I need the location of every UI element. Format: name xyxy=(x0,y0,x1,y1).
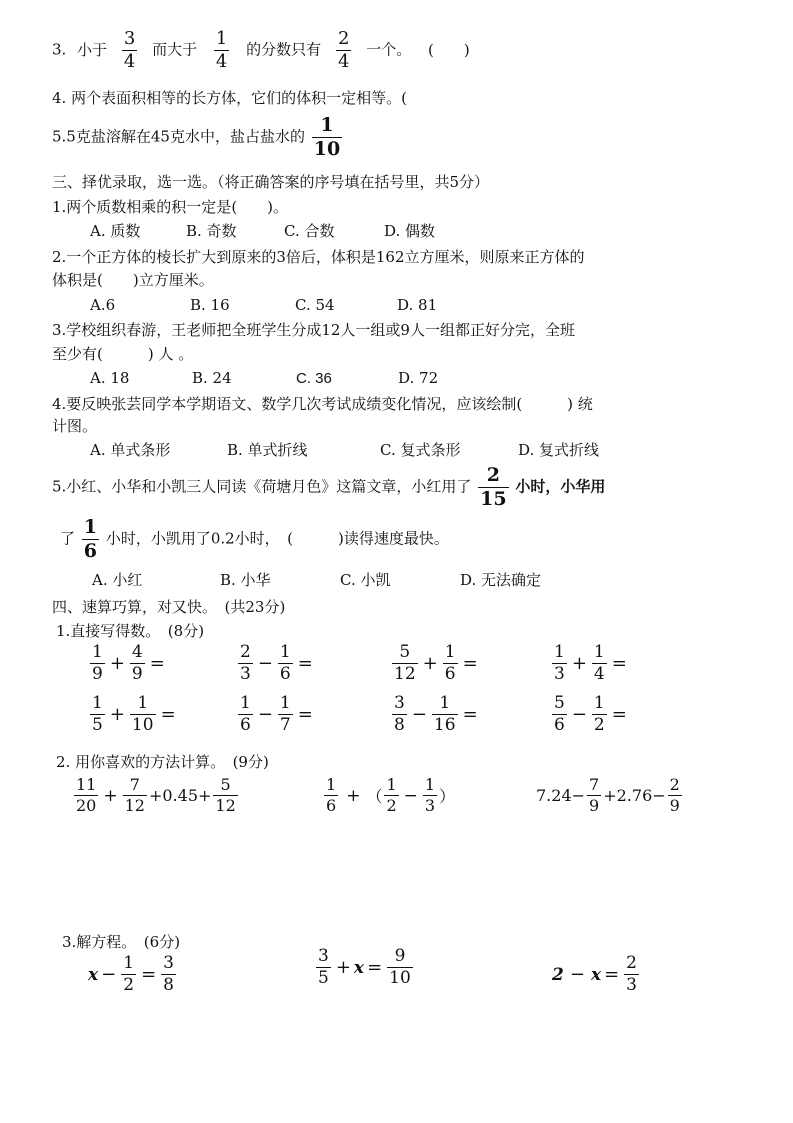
fraction: $\frac{1}{2}$ xyxy=(386,775,397,815)
option[interactable]: A. 小红 xyxy=(92,571,143,589)
equals-sign: = xyxy=(611,704,627,725)
fraction: $\frac{1}{6}$ xyxy=(279,642,291,684)
section-4-sub3: 3.解方程。 (6分) xyxy=(62,933,181,951)
q-text: 一个。 xyxy=(366,40,412,59)
fraction: $\frac{4}{9}$ xyxy=(131,642,143,684)
q-text: 5.小红、小华和小凯三人同读《荷塘月色》这篇文章，小红用了 xyxy=(52,477,472,496)
expression-3: 7.24− $\frac{7}{9}$ +2.76− $\frac{2}{9}$ xyxy=(536,775,680,815)
q-number: 3. xyxy=(52,40,67,59)
fraction: $\frac{3}{8}$ xyxy=(163,953,174,995)
expression-2: $\frac{1}{6}$ + （ $\frac{1}{2}$ − $\frac{1}{3}$ ） xyxy=(326,775,456,815)
operator: − xyxy=(411,704,427,725)
equals-sign: = xyxy=(149,653,165,674)
fraction: $\frac{5}{12}$ xyxy=(394,642,416,684)
option[interactable]: A. 单式条形 xyxy=(90,441,171,459)
direct-calc-item xyxy=(236,644,316,683)
direct-calc-item xyxy=(88,644,168,683)
fraction: $\frac{11}{20}$ xyxy=(76,775,97,815)
fraction: $\frac{1}{2}$ xyxy=(123,953,135,995)
fraction: $\frac{5}{12}$ xyxy=(215,775,236,815)
direct-calc-item xyxy=(390,644,481,683)
fraction: $\frac{7}{9}$ xyxy=(589,775,600,815)
equals-sign: = xyxy=(297,653,313,674)
fraction: $\frac{2}{15}$ xyxy=(480,464,507,510)
choice-q1-options xyxy=(90,221,435,241)
equals-sign: = xyxy=(160,704,176,725)
option[interactable]: D. 无法确定 xyxy=(460,571,542,589)
direct-calc-item xyxy=(550,644,630,683)
fraction: $\frac{1}{6}$ xyxy=(240,693,251,735)
fraction: $\frac{1}{16}$ xyxy=(433,693,456,735)
choice-q3-options xyxy=(90,368,438,389)
equation-3: 2 − x = $\frac{2}{3}$ xyxy=(552,953,637,995)
fraction: $\frac{1}{7}$ xyxy=(279,693,291,735)
choice-q5 xyxy=(52,466,605,509)
choice-q1: 1.两个质数相乘的积一定是( )。 xyxy=(52,198,289,216)
operator: + xyxy=(109,704,125,725)
fraction: $\frac{3}{8}$ xyxy=(394,693,405,735)
operator: − xyxy=(571,704,587,725)
option[interactable]: A. 质数 xyxy=(90,222,141,240)
option[interactable]: B. 小华 xyxy=(220,571,271,589)
choice-q3: 3.学校组织春游，王老师把全班学生分成12人一组或9人一组都正好分完，全班 xyxy=(52,321,575,339)
expression-1: $\frac{11}{20}$ + $\frac{7}{12}$ +0.45+ $\frac{5}{12}$ xyxy=(76,775,236,815)
judge-q3 xyxy=(52,30,470,71)
choice-q4-line2: 计图。 xyxy=(52,417,98,435)
operator: − xyxy=(257,653,273,674)
q-text: 小时，小华用 xyxy=(515,477,606,496)
fraction: $\frac{3}{4}$ xyxy=(123,28,136,72)
fraction: $\frac{1}{9}$ xyxy=(92,642,103,684)
option[interactable]: D. 72 xyxy=(398,369,439,387)
option[interactable]: D. 复式折线 xyxy=(518,441,600,459)
equals-sign: = xyxy=(297,704,313,725)
option[interactable]: A.6 xyxy=(90,296,116,314)
fraction: $\frac{1}{4}$ xyxy=(593,642,605,684)
section-3-title: 三、择优录取，选一选。（将正确答案的序号填在括号里，共5分） xyxy=(52,173,490,191)
judge-q4: 4. 两个表面积相等的长方体，它们的体积一定相等。( xyxy=(52,89,407,107)
option[interactable]: B. 奇数 xyxy=(186,222,237,240)
fraction: $\frac{1}{2}$ xyxy=(593,693,605,735)
fraction: $\frac{1}{5}$ xyxy=(92,693,103,735)
equals-sign: = xyxy=(462,653,478,674)
option[interactable]: C. 小凯 xyxy=(340,571,391,589)
choice-q5-line2 xyxy=(60,518,449,561)
choice-q5-options xyxy=(92,570,541,590)
option[interactable]: A. 18 xyxy=(90,369,130,387)
q-text: 而大于 xyxy=(152,40,198,59)
equation-2: $\frac{3}{5}$ + x = $\frac{9}{10}$ xyxy=(318,946,411,988)
operator: − xyxy=(257,704,273,725)
section-4-sub1: 1.直接写得数。 (8分) xyxy=(56,622,205,640)
choice-q4-options xyxy=(90,440,599,460)
section-4-sub2: 2. 用你喜欢的方法计算。 (9分) xyxy=(56,753,269,771)
fraction: $\frac{1}{6}$ xyxy=(83,516,98,562)
option[interactable]: C. 合数 xyxy=(284,222,335,240)
fraction: $\frac{1}{10}$ xyxy=(131,693,154,735)
option[interactable]: D. 81 xyxy=(397,296,438,314)
choice-q2: 2.一个正方体的棱长扩大到原来的3倍后，体积是162立方厘米，则原来正方体的 xyxy=(52,248,585,266)
equals-sign: = xyxy=(611,653,627,674)
fraction: $\frac{1}{10}$ xyxy=(313,114,341,160)
fraction: $\frac{1}{6}$ xyxy=(444,642,456,684)
q-text: 小时，小凯用了0.2小时， ( )读得速度最快。 xyxy=(105,529,449,548)
section-4-title: 四、速算巧算，对又快。 (共23分) xyxy=(52,598,286,616)
fraction: $\frac{2}{9}$ xyxy=(669,775,680,815)
option[interactable]: B. 24 xyxy=(192,369,232,387)
fraction: $\frac{7}{12}$ xyxy=(124,775,145,815)
q-text: 了 xyxy=(60,529,76,548)
option[interactable]: D. 偶数 xyxy=(384,222,436,240)
operator: + xyxy=(422,653,438,674)
q-text: 5.5克盐溶解在45克水中，盐占盐水的 xyxy=(52,127,305,146)
fraction: $\frac{5}{6}$ xyxy=(554,693,565,735)
fraction: $\frac{1}{3}$ xyxy=(554,642,565,684)
direct-calc-item xyxy=(390,695,481,734)
fraction: $\frac{1}{4}$ xyxy=(215,28,228,72)
choice-q3-line2: 至少有( ) 人 。 xyxy=(52,345,194,363)
fraction: $\frac{2}{3}$ xyxy=(240,642,251,684)
choice-q2-line2: 体积是( )立方厘米。 xyxy=(52,271,214,289)
equals-sign: = xyxy=(462,704,478,725)
direct-calc-item xyxy=(236,695,316,734)
operator: + xyxy=(109,653,125,674)
direct-calc-item xyxy=(550,695,630,734)
fraction: $\frac{9}{10}$ xyxy=(389,946,411,988)
option[interactable]: C. 36 xyxy=(296,370,332,387)
equation-1: x − $\frac{1}{2}$ = $\frac{3}{8}$ xyxy=(88,953,174,995)
option[interactable]: C. 复式条形 xyxy=(380,441,461,459)
answer-blank[interactable]: ( ) xyxy=(427,40,470,59)
choice-q2-options xyxy=(90,295,437,315)
q-text: 的分数只有 xyxy=(246,40,322,59)
fraction: $\frac{2}{4}$ xyxy=(337,28,350,72)
option[interactable]: B. 16 xyxy=(190,296,230,314)
fraction: $\frac{1}{6}$ xyxy=(326,775,337,815)
choice-q4: 4.要反映张芸同学本学期语文、数学几次考试成绩变化情况，应该绘制( ) 统 xyxy=(52,395,593,413)
direct-calc-item xyxy=(88,695,179,734)
operator: + xyxy=(571,653,587,674)
q-text: 小于 xyxy=(77,40,108,59)
fraction: $\frac{3}{5}$ xyxy=(318,946,329,988)
fraction: $\frac{2}{3}$ xyxy=(626,953,637,995)
option[interactable]: B. 单式折线 xyxy=(227,441,308,459)
option[interactable]: C. 54 xyxy=(295,296,335,314)
judge-q5 xyxy=(52,116,344,159)
fraction: $\frac{1}{3}$ xyxy=(424,775,436,815)
